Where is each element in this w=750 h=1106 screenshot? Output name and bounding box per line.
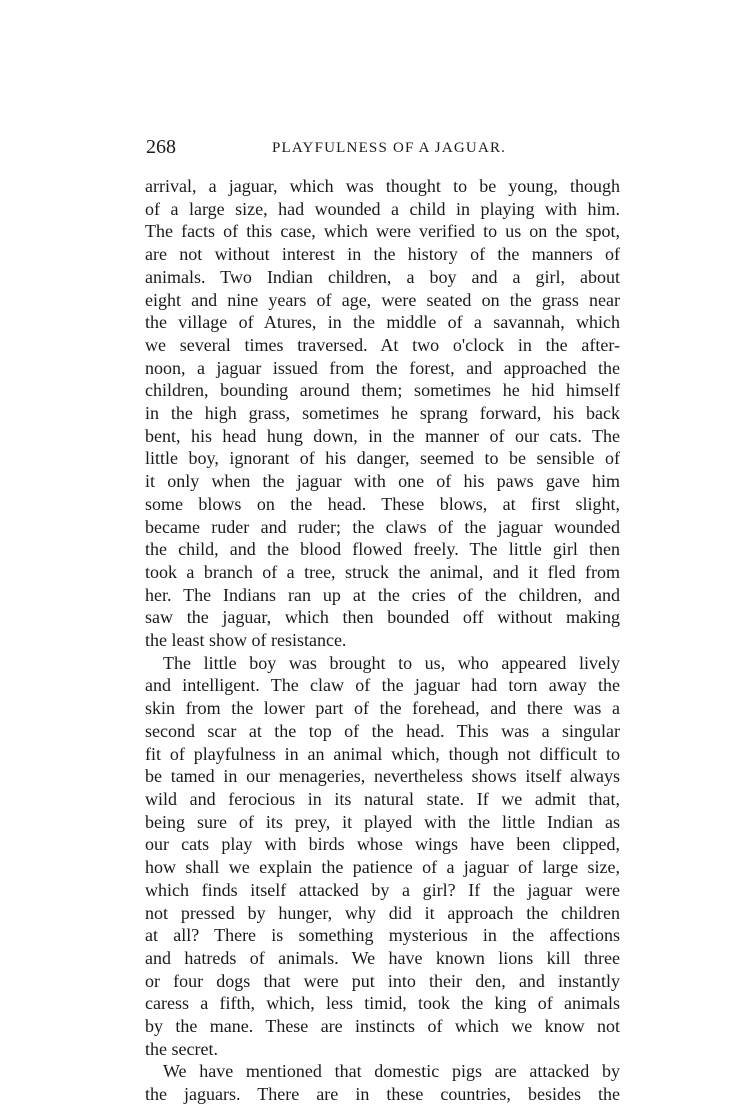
text-line: which finds itself attacked by a girl? If the jaguar were (145, 879, 620, 900)
text-line: be tamed in our menageries, nevertheless shows itself always (145, 766, 620, 787)
text-line: noon, a jaguar issued from the forest, and approached the (145, 357, 620, 378)
text-line: wild and ferocious in its natural state. If we admit that, (145, 788, 620, 809)
text-line: saw the jaguar, which then bounded off without making (145, 607, 620, 628)
text-line: animals. Two Indian children, a boy and a girl, about (145, 266, 620, 287)
text-line: some blows on the head. These blows, at first slight, (145, 493, 620, 514)
text-line: bent, his head hung down, in the manner of our cats. The (145, 425, 620, 446)
page-number: 268 (146, 136, 176, 158)
text-line: we several times traversed. At two o'clock in the after- (145, 334, 620, 355)
text-line: caress a fifth, which, less timid, took the king of animals (145, 993, 620, 1014)
text-line: children, bounding around them; sometimes he hid himself (145, 380, 620, 401)
text-line: it only when the jaguar with one of his paws gave him (145, 471, 620, 492)
text-line: how shall we explain the patience of a jaguar of large size, (145, 857, 620, 878)
text-line: in the high grass, sometimes he sprang forward, his back (145, 403, 620, 424)
text-line: the child, and the blood flowed freely. The little girl then (145, 539, 620, 560)
text-line: We have mentioned that domestic pigs are attacked by (163, 1061, 620, 1082)
text-line: the village of Atures, in the middle of a savannah, which (145, 312, 620, 333)
text-line: fit of playfulness in an animal which, though not difficult to (145, 743, 620, 764)
text-line: and intelligent. The claw of the jaguar had torn away the (145, 675, 620, 696)
paragraph (145, 1060, 620, 1105)
text-line: our cats play with birds whose wings have been clipped, (145, 834, 620, 855)
paragraph (145, 652, 620, 1061)
running-title: PLAYFULNESS OF A JAGUAR. (272, 140, 507, 156)
text-line: second scar at the top of the head. This was a singular (145, 720, 620, 741)
text-line: the jaguars. There are in these countries, besides the (145, 1084, 620, 1105)
body-text (145, 175, 620, 1106)
text-line: by the mane. These are instincts of which we know not (145, 1016, 620, 1037)
text-line: little boy, ignorant of his danger, seemed to be sensible of (145, 448, 620, 469)
text-line: not pressed by hunger, why did it approach the children (145, 902, 620, 923)
text-line: The little boy was brought to us, who appeared lively (163, 652, 620, 673)
text-line: and hatreds of animals. We have known lions kill three (145, 947, 620, 968)
text-line: the least show of resistance. (145, 630, 347, 651)
text-line: of a large size, had wounded a child in playing with him. (145, 198, 620, 219)
text-line: took a branch of a tree, struck the animal, and it fled from (145, 561, 620, 582)
text-line: her. The Indians ran up at the cries of the children, and (145, 584, 620, 605)
text-line: eight and nine years of age, were seated on the grass near (145, 289, 620, 310)
text-line: are not without interest in the history of the manners of (145, 244, 620, 265)
text-line: became ruder and ruder; the claws of the jaguar wounded (145, 516, 620, 537)
text-line: or four dogs that were put into their den, and instantly (145, 970, 620, 991)
text-line: being sure of its prey, it played with the little Indian as (145, 811, 620, 832)
text-line: skin from the lower part of the forehead, and there was a (145, 698, 620, 719)
text-line: The facts of this case, which were verified to us on the spot, (145, 221, 620, 242)
page-header (146, 136, 616, 166)
text-line: arrival, a jaguar, which was thought to be young, though (145, 176, 620, 196)
text-line: the secret. (145, 1038, 218, 1059)
paragraph (145, 175, 620, 652)
text-line: at all? There is something mysterious in the affections (145, 925, 620, 946)
